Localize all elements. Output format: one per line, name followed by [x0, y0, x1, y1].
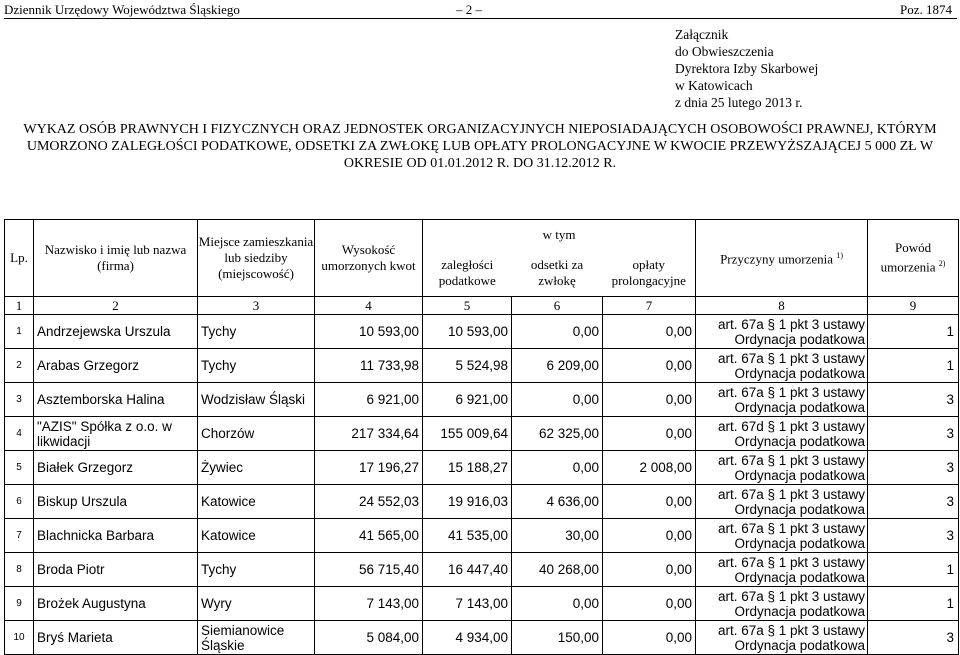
row-reason [696, 451, 868, 485]
col-number: 2 [34, 297, 198, 315]
row-interest: 150,00 [512, 621, 603, 655]
row-prolong: 0,00 [603, 315, 696, 349]
row-amount: 10 593,00 [315, 315, 423, 349]
col-place: Miejsce zamieszkania lub siedziby (miejscowość) [198, 220, 315, 297]
row-lp: 5 [5, 451, 34, 485]
row-place: Wyry [198, 587, 315, 621]
position-number: Poz. 1874 [900, 2, 952, 17]
table-row [5, 451, 959, 485]
row-place: Tychy [198, 349, 315, 383]
row-place: Katowice [198, 485, 315, 519]
reason-act-name: Ordynacja podatkowa [734, 569, 866, 585]
row-cause: 3 [868, 519, 959, 553]
reason-legal-basis: art. 67a § 1 pkt 3 ustawy [717, 350, 866, 366]
row-reason [696, 553, 868, 587]
row-name: Biskup Urszula [34, 485, 198, 519]
col-interest: odsetki za zwłokę [512, 250, 603, 297]
row-lp: 2 [5, 349, 34, 383]
col-name: Nazwisko i imię lub nazwa (firma) [34, 220, 198, 297]
col-cause: Powód umorzenia $^{2)}$ [868, 220, 959, 297]
row-cause: 1 [868, 587, 959, 621]
page-header [4, 0, 956, 18]
table-row [5, 485, 959, 519]
row-lp: 8 [5, 553, 34, 587]
reason-legal-basis: art. 67a § 1 pkt 3 ustawy [717, 520, 866, 536]
row-arrears: 15 188,27 [423, 451, 512, 485]
row-amount: 5 084,00 [315, 621, 423, 655]
reason-act-name: Ordynacja podatkowa [734, 637, 866, 653]
col-prolong: opłaty prolongacyjne [603, 250, 696, 297]
row-place: Żywiec [198, 451, 315, 485]
row-arrears: 16 447,40 [423, 553, 512, 587]
row-lp: 9 [5, 587, 34, 621]
reason-act-name: Ordynacja podatkowa [734, 467, 866, 483]
row-arrears: 41 535,00 [423, 519, 512, 553]
row-lp: 4 [5, 417, 34, 451]
row-reason [696, 383, 868, 417]
annex-line: w Katowicach [675, 78, 753, 93]
col-reasons: Przyczyny umorzenia $^{1)}$ [696, 220, 868, 297]
row-amount: 24 552,03 [315, 485, 423, 519]
row-prolong: 0,00 [603, 485, 696, 519]
row-amount: 217 334,64 [315, 417, 423, 451]
row-cause: 1 [868, 553, 959, 587]
row-place: Tychy [198, 315, 315, 349]
row-prolong: 0,00 [603, 519, 696, 553]
row-name: Broda Piotr [34, 553, 198, 587]
row-cause: 3 [868, 417, 959, 451]
col-number: 6 [512, 297, 603, 315]
table-row [5, 315, 959, 349]
annex-line: z dnia 25 lutego 2013 r. [675, 95, 803, 110]
reason-act-name: Ordynacja podatkowa [734, 535, 866, 551]
row-place: Wodzisław Śląski [198, 383, 315, 417]
reason-act-name: Ordynacja podatkowa [734, 331, 866, 347]
row-name: Bryś Marieta [34, 621, 198, 655]
col-amount: Wysokość umorzonych kwot [315, 220, 423, 297]
row-reason [696, 621, 868, 655]
table-row [5, 587, 959, 621]
row-prolong: 2 008,00 [603, 451, 696, 485]
reason-act-name: Ordynacja podatkowa [734, 603, 866, 619]
row-place: Chorzów [198, 417, 315, 451]
row-place: Katowice [198, 519, 315, 553]
row-arrears: 4 934,00 [423, 621, 512, 655]
row-arrears: 19 916,03 [423, 485, 512, 519]
row-reason [696, 349, 868, 383]
row-name: Andrzejewska Urszula [34, 315, 198, 349]
row-interest: 0,00 [512, 315, 603, 349]
row-name: Blachnicka Barbara [34, 519, 198, 553]
row-cause: 3 [868, 383, 959, 417]
row-lp: 3 [5, 383, 34, 417]
reason-legal-basis: art. 67a § 1 pkt 3 ustawy [717, 384, 866, 400]
annex-line: do Obwieszczenia [675, 44, 774, 59]
row-name: Arabas Grzegorz [34, 349, 198, 383]
row-interest: 0,00 [512, 587, 603, 621]
row-amount: 41 565,00 [315, 519, 423, 553]
row-name: Asztemborska Halina [34, 383, 198, 417]
row-arrears: 6 921,00 [423, 383, 512, 417]
col-number: 3 [198, 297, 315, 315]
row-prolong: 0,00 [603, 383, 696, 417]
reason-legal-basis: art. 67a § 1 pkt 3 ustawy [717, 452, 866, 468]
row-interest: 62 325,00 [512, 417, 603, 451]
row-cause: 3 [868, 485, 959, 519]
row-prolong: 0,00 [603, 417, 696, 451]
table-row [5, 383, 959, 417]
row-interest: 30,00 [512, 519, 603, 553]
table-row [5, 621, 959, 655]
row-name: Brożek Augustyna [34, 587, 198, 621]
row-arrears: 155 009,64 [423, 417, 512, 451]
row-cause: 1 [868, 349, 959, 383]
col-number: 9 [868, 297, 959, 315]
table-row [5, 553, 959, 587]
row-prolong: 0,00 [603, 553, 696, 587]
reason-legal-basis: art. 67a § 1 pkt 3 ustawy [717, 622, 866, 638]
row-amount: 11 733,98 [315, 349, 423, 383]
reason-legal-basis: art. 67a § 1 pkt 3 ustawy [717, 554, 866, 570]
journal-name: Dziennik Urzędowy Województwa Śląskiego [4, 2, 240, 17]
row-reason [696, 485, 868, 519]
col-number: 7 [603, 297, 696, 315]
reason-legal-basis: art. 67d § 1 pkt 3 ustawy [717, 418, 866, 434]
row-lp: 1 [5, 315, 34, 349]
row-interest: 4 636,00 [512, 485, 603, 519]
reason-act-name: Ordynacja podatkowa [734, 399, 866, 415]
row-prolong: 0,00 [603, 621, 696, 655]
row-name: Białek Grzegorz [34, 451, 198, 485]
col-number: 5 [423, 297, 512, 315]
row-reason [696, 519, 868, 553]
row-reason [696, 417, 868, 451]
table-row [5, 417, 959, 451]
row-amount: 6 921,00 [315, 383, 423, 417]
row-amount: 7 143,00 [315, 587, 423, 621]
row-interest: 0,00 [512, 383, 603, 417]
row-reason [696, 587, 868, 621]
reason-legal-basis: art. 67a § 1 pkt 3 ustawy [717, 486, 866, 502]
row-place: Tychy [198, 553, 315, 587]
row-prolong: 0,00 [603, 349, 696, 383]
row-cause: 3 [868, 621, 959, 655]
row-place: Siemianowice Śląskie [198, 621, 315, 655]
header-divider [4, 18, 957, 19]
writeoff-table [4, 219, 959, 655]
row-lp: 10 [5, 621, 34, 655]
reason-act-name: Ordynacja podatkowa [734, 501, 866, 517]
row-lp: 7 [5, 519, 34, 553]
reason-legal-basis: art. 67a § 1 pkt 3 ustawy [717, 316, 866, 332]
document-title: WYKAZ OSÓB PRAWNYCH I FIZYCZNYCH ORAZ JEDNOSTEK ORGANIZACYJNYCH NIEPOSIADAJĄCYCH OSOBOWOŚCI PRAWNEJ, KTÓRYM UMORZONO ZALEGŁOŚCI PODATKOWE, ODSETKI ZA ZWŁOKĘ LUB OPŁATY PROLONGACYJNE W KWOCIE PRZEWYŻSZAJĄCEJ 5 000 ZŁ W OKRESIE OD 01.01.2012 R. DO 31.12.2012 R. [23, 122, 937, 171]
reason-legal-basis: art. 67a § 1 pkt 3 ustawy [717, 588, 866, 604]
reason-act-name: Ordynacja podatkowa [734, 365, 866, 381]
page-number: – 2 – [456, 2, 482, 17]
row-amount: 17 196,27 [315, 451, 423, 485]
row-interest: 40 268,00 [512, 553, 603, 587]
col-number: 4 [315, 297, 423, 315]
reason-act-name: Ordynacja podatkowa [734, 433, 866, 449]
row-name: "AZIS" Spółka z o.o. w likwidacji [34, 417, 198, 451]
col-number: 1 [5, 297, 34, 315]
col-lp: Lp. [5, 220, 34, 297]
col-arrears: zaległości podatkowe [423, 250, 512, 297]
row-cause: 1 [868, 315, 959, 349]
row-amount: 56 715,40 [315, 553, 423, 587]
row-reason [696, 315, 868, 349]
row-arrears: 5 524,98 [423, 349, 512, 383]
table-row [5, 349, 959, 383]
row-lp: 6 [5, 485, 34, 519]
annex-block [675, 26, 818, 111]
col-number: 8 [696, 297, 868, 315]
annex-line: Dyrektora Izby Skarbowej [675, 61, 819, 76]
row-arrears: 7 143,00 [423, 587, 512, 621]
col-intax: w tym [423, 220, 696, 250]
row-interest: 6 209,00 [512, 349, 603, 383]
annex-line: Załącznik [675, 27, 729, 42]
row-interest: 0,00 [512, 451, 603, 485]
table-row [5, 519, 959, 553]
row-cause: 3 [868, 451, 959, 485]
row-arrears: 10 593,00 [423, 315, 512, 349]
row-prolong: 0,00 [603, 587, 696, 621]
